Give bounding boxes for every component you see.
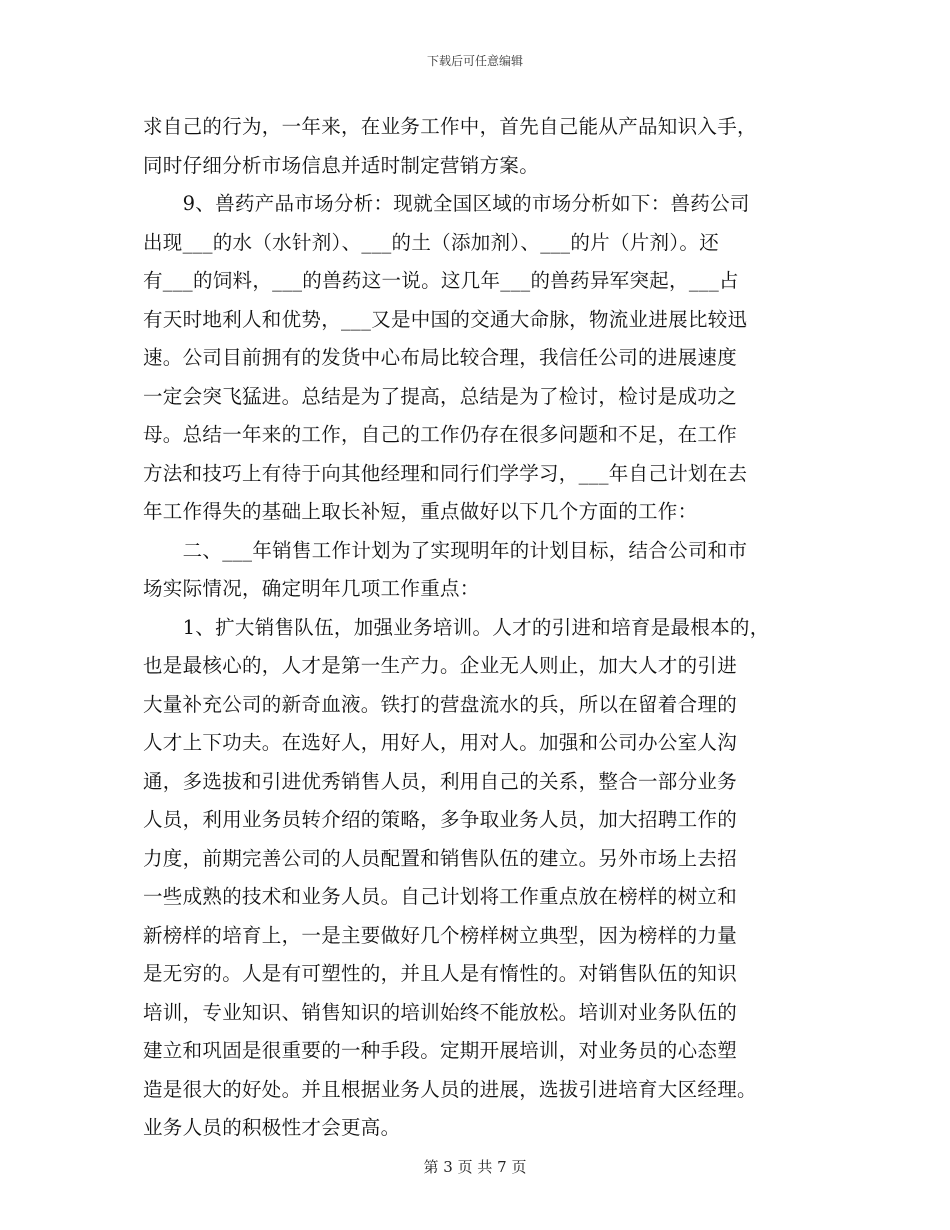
text-line: 年工作得失的基础上取长补短，重点做好以下几个方面的工作：: [143, 500, 698, 523]
text-line: 造是很大的好处。并且根据业务人员的进展，选拔引进培育大区经理。: [143, 1077, 757, 1101]
text-line: 同时仔细分析市场信息并适时制定营销方案。: [143, 153, 540, 177]
page-header: 下载后可任意编辑: [426, 54, 523, 68]
text-line: 培训，专业知识、销售知识的培训始终不能放松。培训对业务队伍的: [143, 1000, 738, 1024]
text-line: 新榜样的培育上，一是主要做好几个榜样树立典型，因为榜样的力量: [143, 923, 738, 947]
text-line: 场实际情况，确定明年几项工作重点：: [143, 577, 480, 600]
text-line: 一些成熟的技术和业务人员。自己计划将工作重点放在榜样的树立和: [143, 885, 738, 908]
text-line: 人才上下功夫。在选好人，用好人，用对人。加强和公司办公室人沟: [143, 731, 738, 754]
text-line: 方法和技巧上有待于向其他经理和同行们学学习，___年自己计划在去: [143, 461, 748, 485]
text-line: 1、扩大销售队伍，加强业务培训。人才的引进和培育是最根本的，: [143, 615, 770, 639]
text-line: 通，多选拔和引进优秀销售人员，利用自己的关系，整合一部分业务: [143, 769, 738, 793]
text-line: 有___的饲料，___的兽药这一说。这几年___的兽药异军突起，___占: [143, 269, 739, 292]
text-line: 人员，利用业务员转介绍的策略，多争取业务人员，加大招聘工作的: [143, 808, 738, 831]
text-line: 力度，前期完善公司的人员配置和销售队伍的建立。另外市场上去招: [143, 846, 738, 870]
page-footer: 第 3 页 共 7 页: [423, 1158, 527, 1176]
text-line: 有天时地利人和优势，___又是中国的交通大命脉，物流业进展比较迅: [143, 307, 748, 331]
text-line: 是无穷的。人是有可塑性的，并且人是有惰性的。对销售队伍的知识: [143, 962, 738, 985]
text-line: 母。总结一年来的工作，自己的工作仍存在很多问题和不足，在工作: [143, 423, 738, 446]
text-line: 一定会突飞猛进。总结是为了提高，总结是为了检讨，检讨是成功之: [143, 384, 738, 408]
text-line: 9、兽药产品市场分析：现就全国区域的市场分析如下：兽药公司: [143, 192, 750, 215]
text-line: 也是最核心的，人才是第一生产力。企业无人则止，加大人才的引进: [143, 654, 738, 677]
text-line: 建立和巩固是很重要的一种手段。定期开展培训，对业务员的心态塑: [143, 1039, 738, 1062]
text-line: 二、___年销售工作计划为了实现明年的计划目标，结合公司和市: [143, 538, 748, 562]
text-line: 速。公司目前拥有的发货中心布局比较合理，我信任公司的进展速度: [143, 346, 738, 369]
text-line: 大量补充公司的新奇血液。铁打的营盘流水的兵，所以在留着合理的: [143, 692, 738, 716]
text-line: 出现___的水（水针剂）、___的土（添加剂）、___的片（片剂）。还: [143, 230, 719, 254]
text-line: 业务人员的积极性才会更高。: [143, 1116, 401, 1139]
text-line: 求自己的行为，一年来，在业务工作中，首先自己能从产品知识入手，: [143, 115, 757, 138]
document-body: [143, 108, 823, 1148]
